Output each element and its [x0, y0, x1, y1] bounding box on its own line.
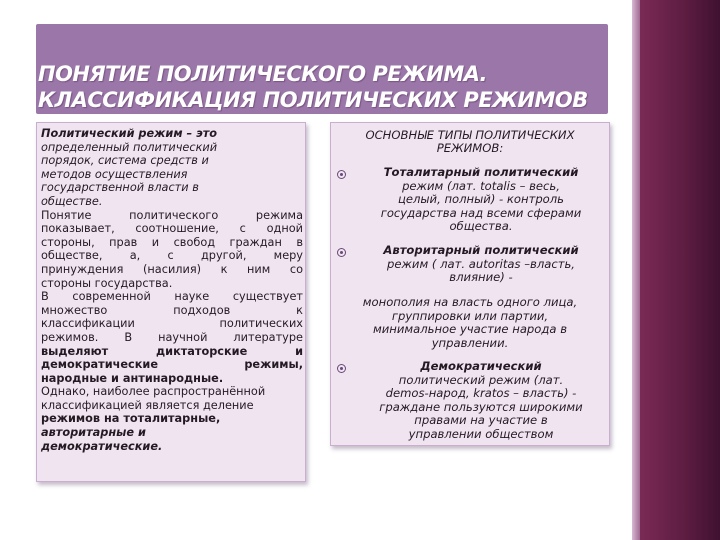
approaches-paragraph	[41, 290, 303, 385]
para-line: режимов на тоталитарные,	[41, 412, 221, 426]
item-line: монополия на власть одного лица,	[362, 295, 578, 309]
def-line: определенный политический	[41, 140, 218, 154]
para-line: демократические режимы,	[41, 358, 303, 372]
para-line: стороны, прав и свобод граждан в	[41, 235, 303, 249]
para-line: стороны государства.	[41, 276, 173, 290]
def-term: Политический режим – это	[41, 127, 218, 140]
item-line: политический режим (лат.	[398, 372, 564, 387]
bullet-icon	[337, 170, 346, 179]
slide-title-line-2: КЛАССИФИКАЦИЯ ПОЛИТИЧЕСКИХ РЕЖИМОВ	[38, 88, 588, 112]
item-line: режим (лат. totalis – весь,	[402, 178, 560, 193]
item-line: минимальное участие народа в	[372, 322, 568, 337]
side-decor-bar	[640, 0, 720, 540]
bullet-icon	[337, 364, 346, 373]
item-line: группировки или партии,	[391, 308, 549, 323]
item-line: режим ( лат. autoritas –власть,	[387, 256, 575, 271]
para-line: обществе, а, с другой, меру	[41, 249, 303, 263]
item-line: целый, полный) - контроль	[397, 192, 565, 207]
item-line: граждане пользуются широкими	[379, 399, 583, 414]
list-item-text	[359, 166, 603, 234]
para-line: классификацией является деление	[41, 398, 254, 412]
para-line: принуждения (насилия) к ним со	[41, 262, 303, 276]
item-line: Тоталитарный политический	[383, 165, 579, 179]
heading-line: РЕЖИМОВ:	[436, 141, 504, 155]
item-line: demos-народ, kratos – власть) -	[385, 386, 577, 401]
para-line: авторитарные и	[41, 426, 146, 440]
item-line: влияние) -	[449, 270, 513, 285]
definition-text	[41, 127, 303, 453]
para-line: множество подходов к	[41, 303, 303, 317]
def-line	[41, 127, 303, 141]
para-line: народные и антинародные.	[41, 371, 224, 385]
para-line: Однако, наиболее распространённой	[41, 385, 266, 399]
authoritarian-continuation	[331, 296, 609, 350]
list-item-text	[359, 360, 603, 442]
list-item-text	[359, 244, 603, 285]
def-line: порядок, система средств и	[41, 154, 209, 168]
para-line: классификации политических	[41, 317, 303, 331]
bullet-icon	[337, 248, 346, 257]
para-line: показывает, соотношение, с одной	[41, 222, 303, 236]
para-line: В современной науке существует	[41, 290, 303, 304]
para-line: демократические.	[41, 439, 163, 453]
concept-paragraph	[41, 209, 303, 291]
item-line: управлении обществом	[408, 426, 554, 441]
item-line: Демократический	[420, 359, 542, 373]
def-line: обществе.	[41, 194, 103, 208]
heading-line: ОСНОВНЫЕ ТИПЫ ПОЛИТИЧЕСКИХ	[365, 128, 575, 142]
regime-types-heading	[331, 129, 609, 155]
def-line: методов осуществления	[41, 167, 188, 181]
side-bar-edge	[632, 0, 640, 540]
classification-paragraph	[41, 385, 303, 453]
item-line: правами на участие в	[414, 413, 548, 428]
slide-title-line-1: ПОНЯТИЕ ПОЛИТИЧЕСКОГО РЕЖИМА.	[38, 62, 488, 86]
para-line: Понятие политического режима	[41, 208, 303, 222]
definition-paragraph	[41, 127, 303, 209]
item-line: управлении.	[431, 335, 509, 350]
title-band	[36, 24, 608, 114]
para-line: режимов. В научной литературе	[41, 330, 303, 344]
item-line: Авторитарный политический	[383, 243, 579, 257]
para-line: выделяют диктаторские и	[41, 344, 303, 358]
def-line: государственной власти в	[41, 181, 199, 195]
item-line: государства над всеми сферами	[380, 205, 582, 220]
definition-panel	[36, 122, 306, 482]
item-line: общества.	[449, 219, 513, 234]
regime-types-panel	[330, 122, 610, 446]
